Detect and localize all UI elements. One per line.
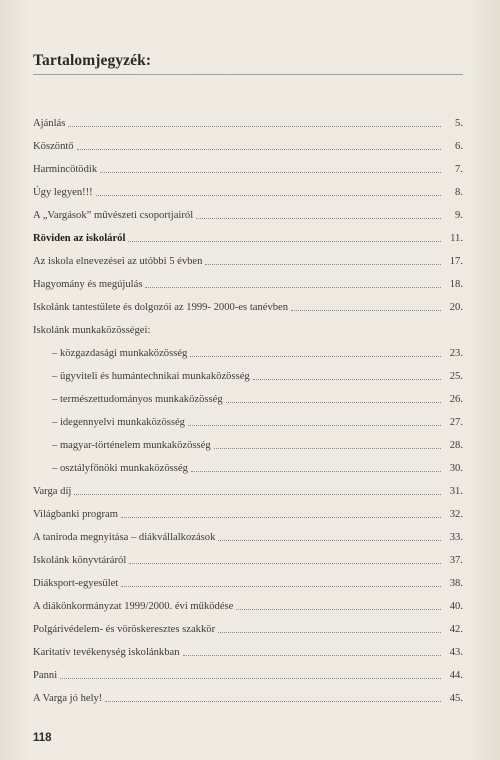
toc-entry[interactable] — [33, 595, 463, 613]
toc-entry-label: Karitatív tevékenység iskolánkban — [33, 647, 180, 658]
toc-entry[interactable] — [33, 641, 463, 659]
toc-entry-label: Harmincötödik — [33, 164, 98, 175]
dot-leader — [191, 470, 441, 472]
toc-entry[interactable] — [33, 296, 463, 314]
toc-entry-page: 23. — [449, 348, 463, 359]
toc-entry-page: 18. — [449, 279, 463, 290]
dot-leader — [74, 493, 441, 495]
dot-leader — [236, 608, 441, 610]
toc-entry[interactable] — [33, 687, 463, 705]
toc-entry[interactable] — [33, 135, 463, 153]
dot-leader — [253, 378, 441, 380]
toc-entry[interactable] — [33, 158, 463, 176]
toc-entry[interactable] — [33, 572, 463, 590]
toc-entry[interactable] — [33, 618, 463, 636]
toc-subentry[interactable] — [52, 342, 463, 360]
dot-leader — [96, 194, 441, 196]
dot-leader — [188, 424, 441, 426]
toc-entry[interactable] — [33, 526, 463, 544]
toc-entry[interactable] — [33, 480, 463, 498]
toc-entry-label: Panni — [33, 670, 58, 681]
toc-entry-label: Varga díj — [33, 486, 72, 497]
toc-entry[interactable] — [33, 503, 463, 521]
toc-entry-page: 17. — [449, 256, 463, 267]
toc-entry-label: – idegennyelvi munkaközösség — [52, 417, 185, 428]
toc-subentry[interactable] — [52, 434, 463, 452]
toc-entry-label: – ügyviteli és humántechnikai munkaközösség — [52, 371, 250, 382]
dot-leader — [218, 539, 441, 541]
toc-entry-page: 31. — [449, 486, 463, 497]
toc-entry[interactable] — [33, 664, 463, 682]
dot-leader — [68, 125, 441, 127]
dot-leader — [190, 355, 441, 357]
toc-entry-page: 45. — [449, 693, 463, 704]
dot-leader — [214, 447, 441, 449]
dot-leader — [226, 401, 441, 403]
toc-entry-page: 37. — [449, 555, 463, 566]
toc-entry-label: Úgy legyen!!! — [33, 187, 93, 198]
toc-entry-label: A Varga jó hely! — [33, 693, 103, 704]
dot-leader — [105, 700, 441, 702]
dot-leader — [218, 631, 441, 633]
dot-leader — [196, 217, 441, 219]
toc-entry[interactable] — [33, 250, 463, 268]
toc-entry-label: – természettudományos munkaközösség — [52, 394, 223, 405]
toc-entry-page: 32. — [449, 509, 463, 520]
toc-entry-label: Polgárivédelem- és vöröskeresztes szakkör — [33, 624, 216, 635]
dot-leader — [183, 654, 441, 656]
toc-subentry[interactable] — [52, 411, 463, 429]
toc-entry-label: Diáksport-egyesület — [33, 578, 119, 589]
dot-leader — [205, 263, 441, 265]
dot-leader — [100, 171, 441, 173]
toc-entry-label: – osztályfőnöki munkaközösség — [52, 463, 188, 474]
toc-entry-page: 27. — [449, 417, 463, 428]
toc-entry-label: Röviden az iskoláról — [33, 233, 126, 244]
toc-subentry[interactable] — [52, 457, 463, 475]
toc-section-heading[interactable] — [33, 319, 463, 337]
dot-leader — [77, 148, 441, 150]
toc-entry-label: Hagyomány és megújulás — [33, 279, 143, 290]
toc-entry-page: 20. — [449, 302, 463, 313]
toc-entry-page: 33. — [449, 532, 463, 543]
toc-entry-page: 26. — [449, 394, 463, 405]
dot-leader — [121, 516, 441, 518]
toc-entry-label: A diákönkormányzat 1999/2000. évi működése — [33, 601, 234, 612]
toc-entry-page: 8. — [455, 187, 463, 198]
toc-entry-page: 6. — [455, 141, 463, 152]
toc-entry-label: – magyar-történelem munkaközösség — [52, 440, 211, 451]
dot-leader — [129, 562, 441, 564]
toc-entry[interactable] — [33, 204, 463, 222]
toc-subentry[interactable] — [52, 388, 463, 406]
dot-leader — [121, 585, 441, 587]
toc-entry-page: 40. — [449, 601, 463, 612]
toc-entry-label: Az iskola elnevezései az utóbbi 5 évben — [33, 256, 203, 267]
toc-entry-page: 38. — [449, 578, 463, 589]
page-title: Tartalomjegyzék: — [33, 52, 152, 69]
toc-entry-label: Iskolánk könyvtáráról — [33, 555, 127, 566]
toc-entry-page: 25. — [449, 371, 463, 382]
toc-entry[interactable] — [33, 227, 463, 245]
toc-entry-page: 44. — [449, 670, 463, 681]
toc-entry-label: Világbanki program — [33, 509, 118, 520]
toc-entry-label: Ajánlás — [33, 118, 66, 129]
toc-entry[interactable] — [33, 549, 463, 567]
dot-leader — [145, 286, 441, 288]
toc-entry-page: 9. — [455, 210, 463, 221]
toc-entry[interactable] — [33, 181, 463, 199]
dot-leader — [60, 677, 441, 679]
toc-subentry[interactable] — [52, 365, 463, 383]
toc-entry[interactable] — [33, 273, 463, 291]
dot-leader — [291, 309, 441, 311]
toc-entry-label: A taniroda megnyitása – diákvállalkozások — [33, 532, 216, 543]
toc-entry-label: – közgazdasági munkaközösség — [52, 348, 188, 359]
toc-entry[interactable] — [33, 112, 463, 130]
toc-entry-label: Köszöntő — [33, 141, 74, 152]
dot-leader — [128, 240, 441, 242]
toc-entry-label: Iskolánk munkaközösségei: — [33, 325, 151, 336]
toc-entry-page: 43. — [449, 647, 463, 658]
page-number: 118 — [33, 732, 52, 744]
toc-entry-label: A „Vargások” művészeti csoportjairól — [33, 210, 194, 221]
toc-entry-page: 28. — [449, 440, 463, 451]
toc-entry-page: 30. — [449, 463, 463, 474]
toc-entry-label: Iskolánk tantestülete és dolgozói az 1999- 2000-es tanévben — [33, 302, 289, 313]
toc-entry-page: 5. — [455, 118, 463, 129]
toc-entry-page: 42. — [449, 624, 463, 635]
toc-entry-page: 7. — [455, 164, 463, 175]
toc-entry-page: 11. — [450, 233, 463, 244]
